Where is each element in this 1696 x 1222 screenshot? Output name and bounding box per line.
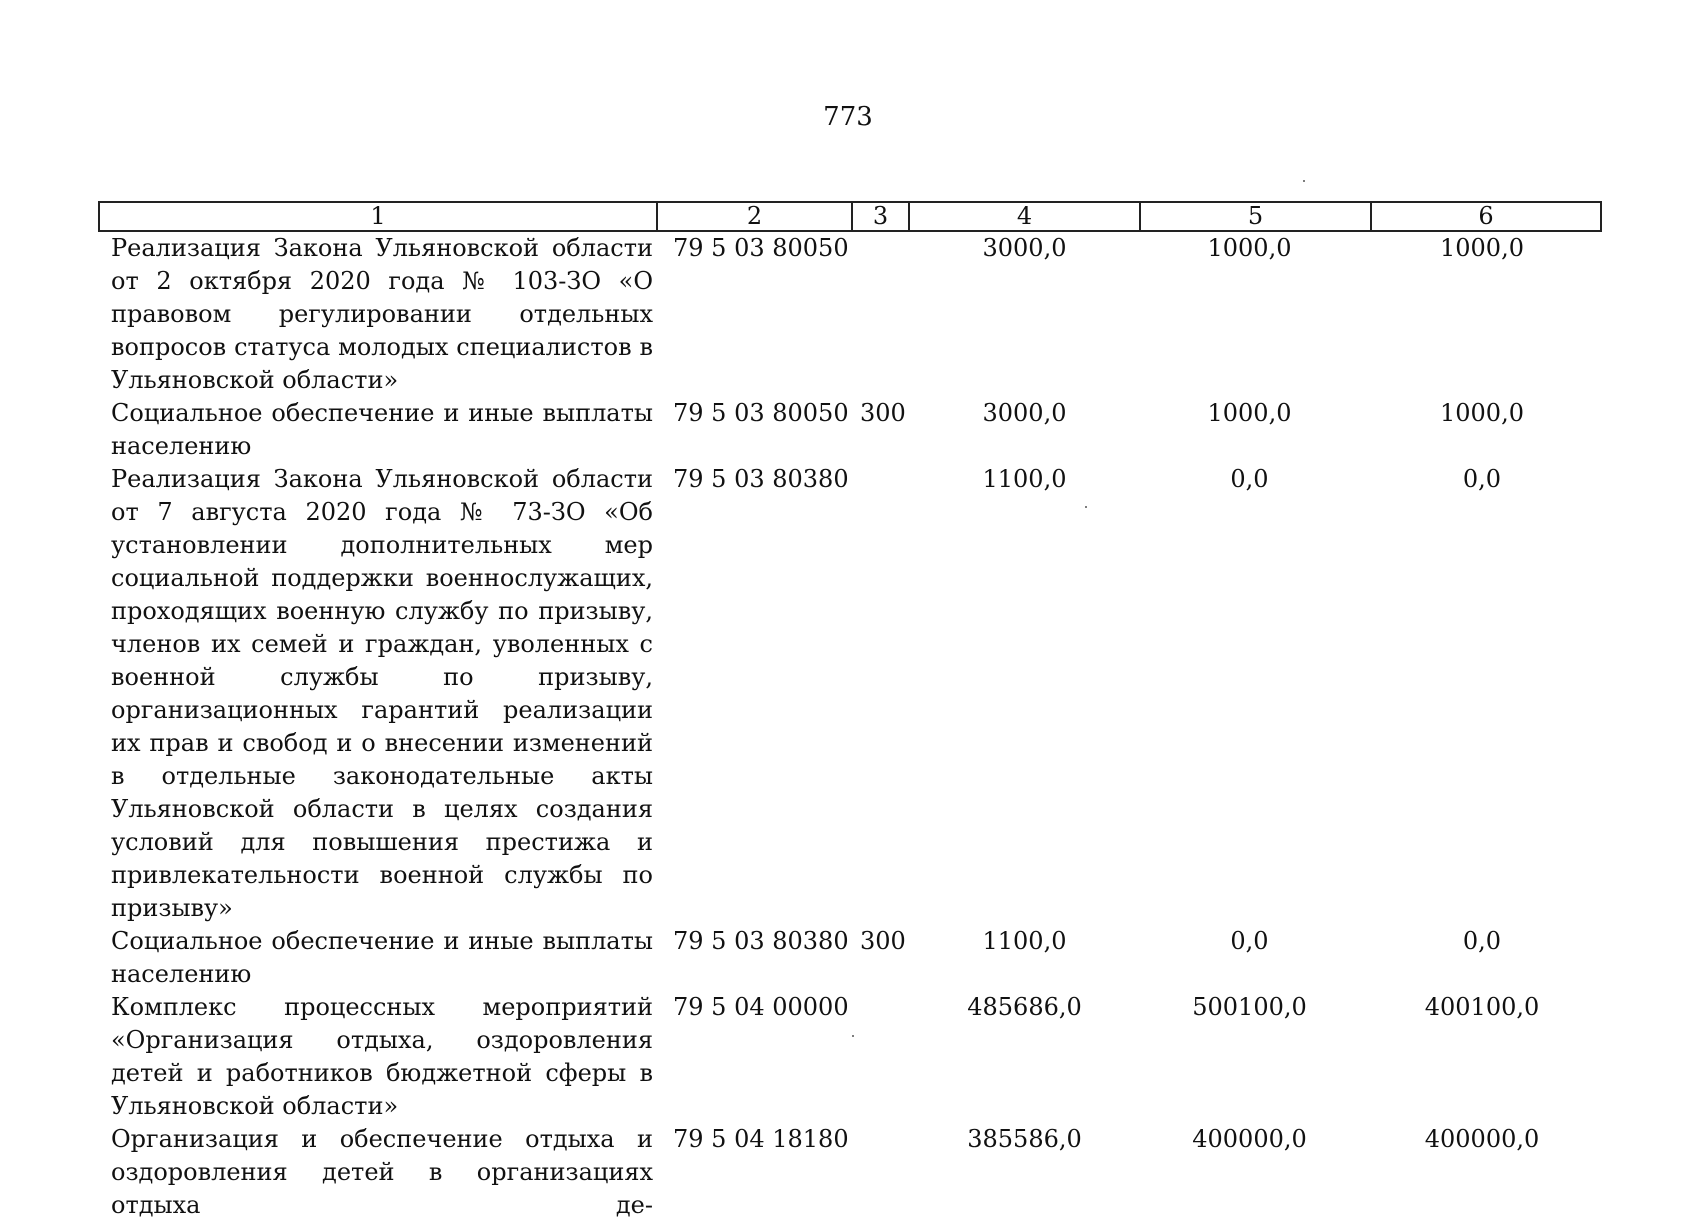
table-row	[99, 231, 1601, 397]
header-cell-4: 4	[909, 202, 1140, 231]
row-value-4: 1100,0	[982, 465, 1067, 493]
table-row	[99, 1123, 1601, 1222]
row-value-4: 1100,0	[982, 927, 1067, 955]
row-description: Комплекс процессных мероприятий «Организация отдыха, оздоровления детей и работников бюджетной сферы в Ульяновской области»	[111, 993, 653, 1120]
row-value-4: 3000,0	[982, 234, 1067, 262]
header-cell-5: 5	[1140, 202, 1371, 231]
row-code: 79 5 03 80380	[673, 465, 849, 493]
row-value-6: 400100,0	[1424, 993, 1540, 1021]
row-description: Реализация Закона Ульяновской области от 2 октября 2020 года № 103-ЗО «О правовом регулировании отдельных вопросов статуса молодых специалистов в Ульяновской области»	[111, 234, 653, 394]
row-type: 300	[860, 927, 906, 955]
row-value-5: 500100,0	[1192, 993, 1307, 1021]
header-row	[99, 202, 1601, 231]
table-header	[99, 202, 1601, 231]
header-cell-2: 2	[657, 202, 852, 231]
row-value-6: 400000,0	[1424, 1125, 1540, 1153]
row-code: 79 5 03 80050	[673, 234, 849, 262]
row-value-5: 400000,0	[1192, 1125, 1307, 1153]
budget-table	[98, 201, 1602, 1222]
page-number: 773	[823, 102, 873, 132]
row-type	[852, 1123, 909, 1222]
row-value-6: 1000,0	[1440, 399, 1524, 427]
scan-speck	[1303, 180, 1305, 182]
row-value-5: 1000,0	[1207, 399, 1292, 427]
row-description: Реализация Закона Ульяновской области от 7 августа 2020 года № 73-ЗО «Об установлении дополнительных мер социальной поддержки военнослужащих, проходящих военную службу по призыву, членов их семей и граждан, уволенных с военной службы по призыву, организационных гарантий реализации их прав и свобод и о внесении изменений в отдельные законодательные акты Ульяновской области в целях создания условий для повышения престижа и привлекательности военной службы по призыву»	[111, 465, 653, 922]
row-type: 300	[860, 399, 906, 427]
row-value-6: 0,0	[1462, 927, 1502, 955]
header-cell-3: 3	[852, 202, 909, 231]
table-body	[99, 231, 1601, 1222]
row-value-5: 1000,0	[1207, 234, 1292, 262]
row-type	[852, 991, 909, 1123]
row-type	[852, 231, 909, 397]
header-cell-6: 6	[1371, 202, 1601, 231]
row-value-5: 0,0	[1230, 927, 1269, 955]
row-code: 79 5 03 80050	[673, 399, 849, 427]
row-value-4: 3000,0	[982, 399, 1067, 427]
row-value-4: 385586,0	[967, 1125, 1082, 1153]
table-row	[99, 925, 1601, 991]
row-type	[852, 463, 909, 925]
row-description: Социальное обеспечение и иные выплаты населению	[111, 399, 653, 460]
row-value-6: 0,0	[1462, 465, 1502, 493]
table-row	[99, 991, 1601, 1123]
table-row	[99, 397, 1601, 463]
row-code: 79 5 04 00000	[673, 993, 849, 1021]
row-value-6: 1000,0	[1440, 234, 1524, 262]
row-code: 79 5 04 18180	[673, 1125, 849, 1153]
row-code: 79 5 03 80380	[673, 927, 849, 955]
row-value-5: 0,0	[1230, 465, 1269, 493]
header-cell-1: 1	[99, 202, 657, 231]
row-value-4: 485686,0	[967, 993, 1082, 1021]
row-description: Социальное обеспечение и иные выплаты населению	[111, 927, 653, 988]
table-row	[99, 463, 1601, 925]
row-description: Организация и обеспечение отдыха и оздоровления детей в организациях отдыха де-	[111, 1125, 653, 1219]
